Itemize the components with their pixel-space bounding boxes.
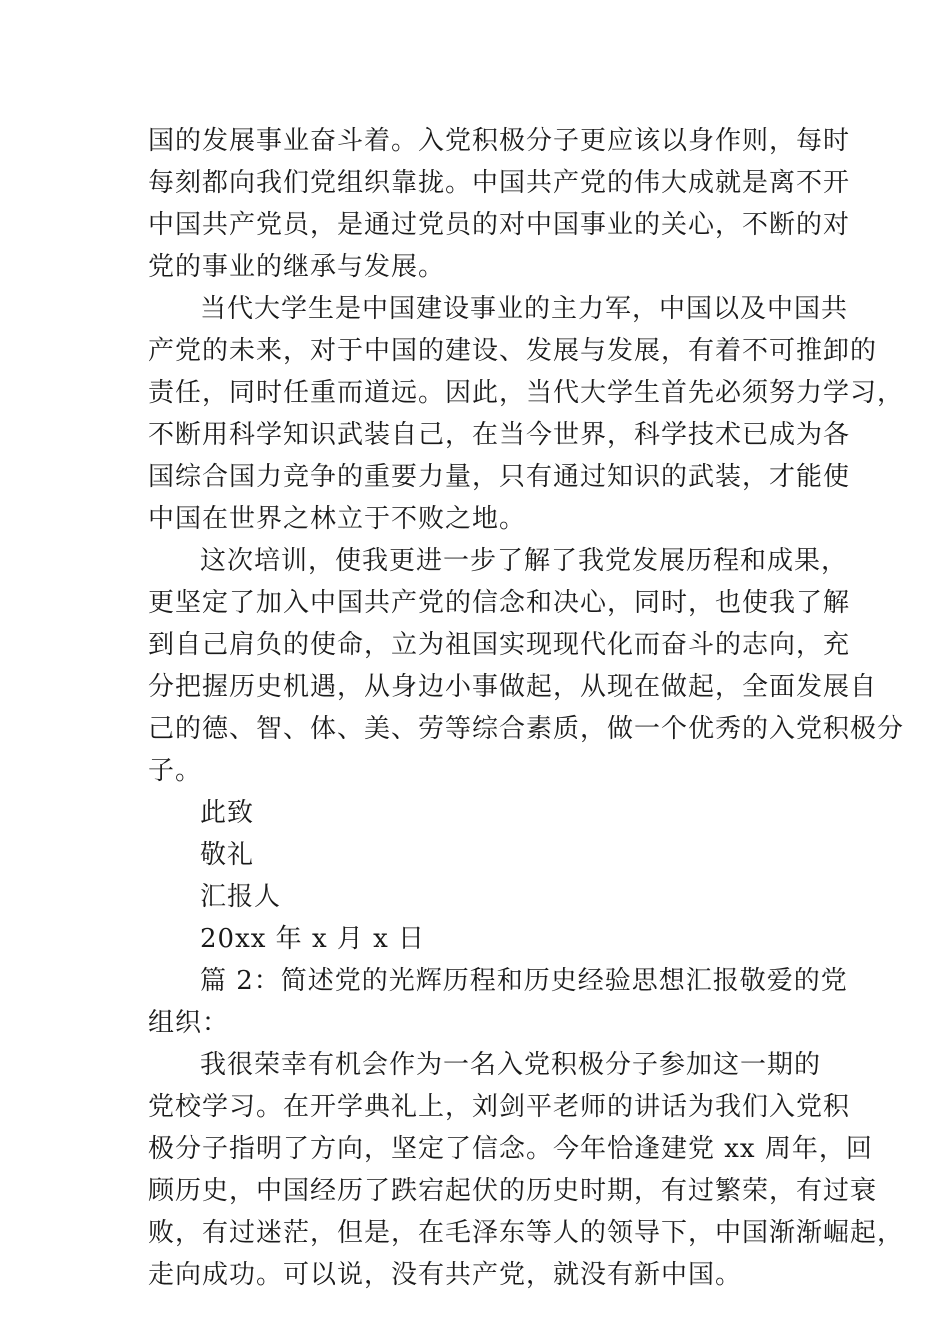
text-line: 中国在世界之林立于不败之地。	[148, 504, 527, 534]
closing-respect: 敬礼	[200, 840, 255, 870]
text-line: 极分子指明了方向，坚定了信念。今年恰逢建党 xx 周年，回	[148, 1134, 873, 1164]
text-line: 到自己肩负的使命，立为祖国实现现代化而奋斗的志向，充	[148, 630, 851, 660]
text-line: 这次培训，使我更进一步了解了我党发展历程和成果，	[200, 546, 849, 576]
closing-salutation: 此致	[200, 798, 255, 828]
text-line: 党的事业的继承与发展。	[148, 252, 446, 282]
text-line: 国综合国力竞争的重要力量，只有通过知识的武装，才能使	[148, 462, 851, 492]
text-line: 己的德、智、体、美、劳等综合素质，做一个优秀的入党积极分	[148, 714, 905, 744]
text-line: 国的发展事业奋斗着。入党积极分子更应该以身作则，每时	[148, 126, 851, 156]
text-line: 党校学习。在开学典礼上，刘剑平老师的讲话为我们入党积	[148, 1092, 851, 1122]
text-line: 顾历史，中国经历了跌宕起伏的历史时期，有过繁荣，有过衰	[148, 1176, 878, 1206]
reporter-label: 汇报人	[200, 882, 282, 912]
text-line: 分把握历史机遇，从身边小事做起，从现在做起，全面发展自	[148, 672, 878, 702]
text-line: 败，有过迷茫，但是，在毛泽东等人的领导下，中国渐渐崛起，	[148, 1218, 905, 1248]
text-line: 更坚定了加入中国共产党的信念和决心，同时，也使我了解	[148, 588, 851, 618]
text-line: 不断用科学知识武装自己，在当今世界，科学技术已成为各	[148, 420, 851, 450]
text-line: 责任，同时任重而道远。因此，当代大学生首先必须努力学习，	[148, 378, 905, 408]
text-line: 当代大学生是中国建设事业的主力军，中国以及中国共	[200, 294, 849, 324]
section-heading-cont: 组织：	[148, 1008, 230, 1038]
text-line: 产党的未来，对于中国的建设、发展与发展，有着不可推卸的	[148, 336, 878, 366]
text-line: 子。	[148, 756, 203, 786]
text-line: 我很荣幸有机会作为一名入党积极分子参加这一期的	[200, 1050, 822, 1080]
report-date: 20xx 年 x 月 x 日	[200, 924, 426, 954]
document-body	[148, 120, 905, 1296]
section-heading: 篇 2：简述党的光辉历程和历史经验思想汇报敬爱的党	[200, 966, 848, 996]
text-line: 中国共产党员，是通过党员的对中国事业的关心，不断的对	[148, 210, 851, 240]
text-line: 每刻都向我们党组织靠拢。中国共产党的伟大成就是离不开	[148, 168, 851, 198]
text-line: 走向成功。可以说，没有共产党，就没有新中国。	[148, 1260, 743, 1290]
